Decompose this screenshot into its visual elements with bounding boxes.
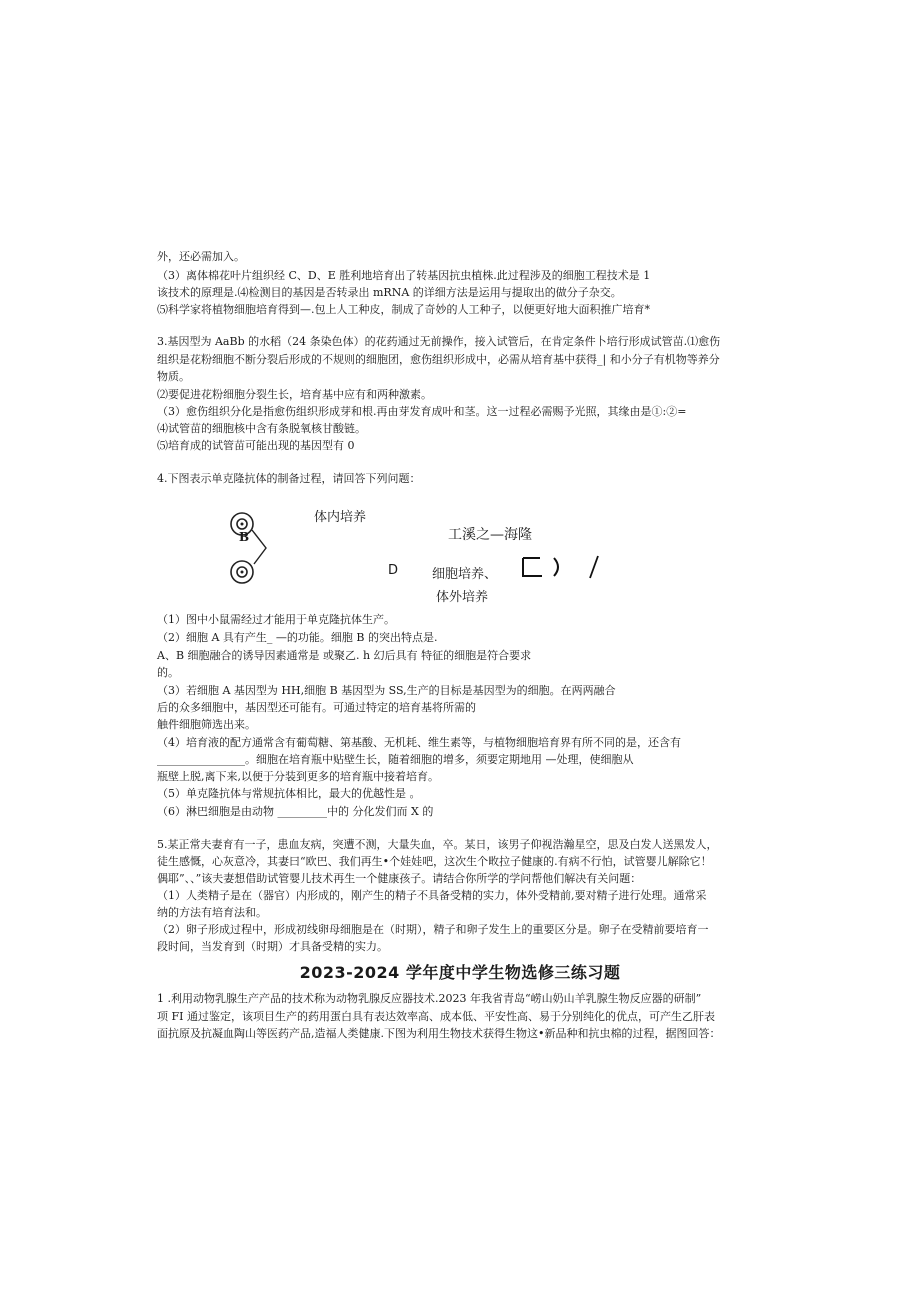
cell-b-label: B — [239, 530, 250, 544]
text-line: （1）图中小鼠需经过才能用于单克隆抗体生产。 — [157, 613, 395, 626]
text-line: 后的众多细胞中，基因型还可能有。可通过特定的培育基将所需的 — [157, 701, 476, 714]
text-line: 纳的方法有培育法和。 — [157, 906, 267, 919]
text-line: 该技术的原理是.⑷检测目的基因是否转录出 mRNA 的详细方法是运用与提取出的做分子杂交。 — [157, 286, 622, 299]
monoclonal-antibody-diagram — [220, 498, 640, 608]
cell-fusion-icon — [228, 510, 288, 600]
text-line: （3）若细胞 A 基因型为 HH,细胞 B 基因型为 SS,生产的目标是基因型为的细胞。在两两融合 — [157, 684, 616, 697]
text-line: ________________。细胞在培育瓶中贴壁生长，随着细胞的增多，须要定期地用 —处理，使细胞从 — [157, 753, 634, 766]
question-5-text: 5.某正常夫妻育有一子，患血友病，突遭不测，大量失血，卒。某日，该男子仰视浩瀚星空，思及白发人送黑发人， — [157, 838, 718, 851]
text-line: （6）淋巴细胞是由动物 _________中的 分化发们而 X 的 — [157, 805, 434, 818]
question-4-text: 4.下图表示单克隆抗体的制备过程，请回答下列问题： — [157, 472, 421, 485]
question-3-text: 3.基因型为 AaBb 的水稻（24 条染色体）的花药通过无前操作，接入试管后，在肯定条件卜培行形成试管苗.⑴愈伤 — [157, 335, 721, 348]
text-line: （3）愈伤组织分化是指愈伤组织形成芽和根.再由芽发育成叶和茎。这一过程必需赐予光照，其缘由是①:②= — [157, 405, 687, 418]
text-line: （2）细胞 A 具有产生_ —的功能。细胞 B 的突出特点是. — [157, 631, 438, 644]
diagram-title: 工溪之—海隆 — [448, 527, 532, 543]
text-line: 面抗原及抗凝血陶山等医药产品,造福人类健康.下图为利用生物技术获得生物这•新品种和抗虫棉的过程，据图回答： — [157, 1027, 721, 1040]
cell-culture-label: 细胞培养、 — [432, 567, 498, 582]
text-line: （3）离体棉花叶片组织经 C、D、E 胜利地培育出了转基因抗虫植株.此过程涉及的细胞工程技术是 1 — [157, 269, 651, 282]
text-line: 徒生感慨，心灰意冷，其妻曰“欧巴、我们再生•个娃娃吧，这次生个畋拉子健康的.有病不行怕，试管婴儿解除它！ — [157, 855, 712, 868]
text-line: 项 FI 通过鉴定，该项目生产的药用蛋白具有表达效率高、成本低、平安性高、易于分别纯化的优点，可产生乙肝表 — [157, 1010, 715, 1023]
text-line: 触件细胞筛选出来。 — [157, 718, 256, 731]
text-line: ⑸科学家将植物细胞培育得到—.包上人工种皮，制成了奇妙的人工种子，以便更好地大面积推广培育* — [157, 303, 650, 316]
label-d: D — [388, 563, 399, 578]
text-line: 1 .利用动物乳腺生产产品的技术称为动物乳腺反应器技术.2023 年我省青岛“崂山奶山羊乳腺生物反应器的研制” — [157, 992, 702, 1005]
text-line: A、B 细胞融合的诱导因素通常是 或聚乙. h 幻后具有 特征的细胞是符合要求 — [157, 649, 532, 662]
text-line: 物质。 — [157, 370, 190, 383]
bracket-shape-icon — [518, 554, 608, 584]
text-line: ⑵要促进花粉细胞分裂生长，培育基中应有和两种激素。 — [157, 388, 432, 401]
text-line: 段时间，当发育到（时期）才具备受精的实力。 — [157, 940, 388, 953]
text-line: （4）培育液的配方通常含有葡萄糖、第基酸、无机耗、维生素等，与植物细胞培育界有所不同的是，还含有 — [157, 736, 681, 749]
in-vitro-culture-label: 体外培养 — [436, 590, 489, 605]
text-line: （5）单克隆抗体与常规抗体相比，最大的优越性是 。 — [157, 787, 421, 800]
text-line: 偶耶”、、”该夫妻想借助试管婴儿技术再生一个健康孩子。请结合你所学的学问帮他们解决有关问题： — [157, 872, 642, 885]
text-line: （1）人类精子是在（器官）内形成的，刚产生的精子不具备受精的实力，体外受精前,要对精子进行处理。通常采 — [157, 889, 707, 902]
text-line: 外，还必需加入。 — [157, 250, 245, 263]
text-line: （2）卵子形成过程中，形成初线卵母细胞是在（时期），精子和卵子发生上的重要区分是。卵子在受精前要培育一 — [157, 923, 709, 936]
text-line: 组织是花粉细胞不断分裂后形成的不规则的细胞团，愈伤组织形成中，必需从培育基中获得_| 和小分子有机物等养分 — [157, 353, 720, 366]
text-line: 瓶壁上脱,离下来,以便于分装到更多的培育瓶中接着培育。 — [157, 770, 439, 783]
section-heading: 2023-2024 学年度中学生物选修三练习题 — [299, 963, 621, 982]
text-line: 的。 — [157, 666, 179, 679]
in-vivo-culture-label: 体内培养 — [314, 510, 367, 525]
text-line: ⑷试管苗的细胞核中含有条脱氧核甘酸链。 — [157, 422, 366, 435]
text-line: ⑸培育成的试管苗可能出现的基因型有 0 — [157, 439, 355, 452]
